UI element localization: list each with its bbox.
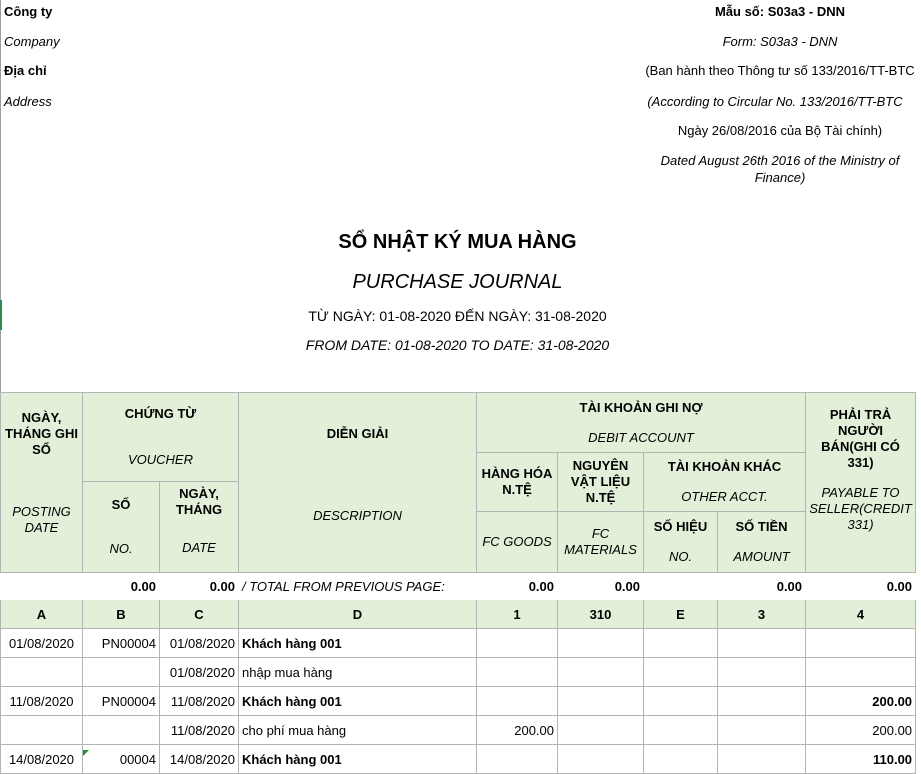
company-label-en: Company [4, 34, 60, 49]
cell-voucher-no[interactable]: 00004 [83, 745, 160, 774]
column-letter-row [1, 600, 916, 629]
cell-description[interactable]: nhập mua hàng [239, 658, 477, 687]
total-cell-no: 0.00 [83, 573, 160, 600]
col-fc-materials-vn: NGUYÊN VẬT LIỆU N.TỆ [570, 458, 631, 505]
col-voucher-date-vn: NGÀY, THÁNG [175, 486, 223, 517]
col-voucher-date-en: DATE [182, 540, 216, 555]
cell-other-amount[interactable] [718, 658, 806, 687]
col-debit-account-header [477, 393, 806, 453]
letter-cell: 4 [806, 600, 916, 629]
col-voucher-en: VOUCHER [127, 452, 193, 467]
cell-comment-indicator-icon [83, 750, 89, 756]
cell-posting-date[interactable] [1, 658, 83, 687]
cell-other-code[interactable] [644, 687, 718, 716]
cell-fc-materials[interactable] [558, 629, 644, 658]
cell-payable[interactable] [806, 658, 916, 687]
col-payable-en: PAYABLE TO SELLER(CREDIT 331) [809, 484, 912, 532]
cell-posting-date[interactable]: 01/08/2020 [1, 629, 83, 658]
cell-other-code[interactable] [644, 629, 718, 658]
col-posting-date-vn: NGÀY, THÁNG GHI SỔ [5, 409, 78, 457]
total-cell-empty [1, 573, 83, 600]
col-payable-header [806, 393, 916, 573]
date-range-vn: TỪ NGÀY: 01-08-2020 ĐẾN NGÀY: 31-08-2020 [308, 308, 607, 324]
col-fc-goods-en: FC GOODS [482, 534, 552, 549]
col-voucher-header [83, 393, 239, 482]
col-voucher-no-vn: SỐ [111, 497, 131, 512]
col-voucher-date-header [160, 482, 239, 573]
cell-voucher-date[interactable]: 11/08/2020 [160, 716, 239, 745]
table-row[interactable] [1, 745, 916, 774]
cell-other-code[interactable] [644, 745, 718, 774]
letter-cell: 310 [558, 600, 644, 629]
col-description-header [239, 393, 477, 573]
cell-fc-goods[interactable] [477, 629, 558, 658]
cell-voucher-date[interactable]: 11/08/2020 [160, 687, 239, 716]
col-fc-goods-vn: HÀNG HÓA N.TỆ [481, 466, 553, 497]
form-number-vn: Mẫu số: S03a3 - DNN [714, 4, 846, 19]
cell-fc-goods[interactable] [477, 745, 558, 774]
page-title-vn: SỔ NHẬT KÝ MUA HÀNG [338, 231, 577, 253]
col-other-account-en: OTHER ACCT. [681, 489, 768, 504]
cell-payable[interactable]: 110.00 [806, 745, 916, 774]
cell-fc-materials[interactable] [558, 745, 644, 774]
col-fc-materials-header-vn [558, 453, 644, 512]
col-other-code-vn: SỐ HIỆU [653, 519, 708, 534]
cell-other-amount[interactable] [718, 629, 806, 658]
cell-payable[interactable]: 200.00 [806, 716, 916, 745]
letter-cell: D [239, 600, 477, 629]
col-posting-date-en: POSTING DATE [12, 503, 71, 535]
col-other-account-header [644, 453, 806, 512]
cell-voucher-no[interactable] [83, 658, 160, 687]
total-cell-date: 0.00 [160, 573, 239, 600]
col-fc-materials-en: FC MATERIALS [564, 526, 637, 557]
company-label-vn: Công ty [4, 4, 53, 19]
col-other-account-vn: TÀI KHOẢN KHÁC [667, 459, 782, 474]
cell-posting-date[interactable]: 11/08/2020 [1, 687, 83, 716]
cell-voucher-date[interactable]: 01/08/2020 [160, 629, 239, 658]
cell-fc-goods[interactable] [477, 687, 558, 716]
col-other-amount-vn: SỐ TIỀN [735, 519, 788, 534]
col-fc-goods-header-vn [477, 453, 558, 512]
date-range-en: FROM DATE: 01-08-2020 TO DATE: 31-08-2020 [305, 337, 610, 353]
col-description-vn: DIỄN GIẢI [326, 425, 389, 441]
letter-cell: 1 [477, 600, 558, 629]
cell-other-amount[interactable] [718, 716, 806, 745]
col-fc-goods-header-en [477, 512, 558, 573]
letter-cell: C [160, 600, 239, 629]
issued-by-vn: (Ban hành theo Thông tư số 133/2016/TT-BTC [645, 63, 915, 78]
col-payable-vn: PHẢI TRẢ NGƯỜI BÁN(GHI CÓ 331) [821, 406, 900, 470]
cell-voucher-date[interactable]: 01/08/2020 [160, 658, 239, 687]
issued-date-vn: Ngày 26/08/2016 của Bộ Tài chính) [677, 123, 883, 138]
cell-description[interactable]: Khách hàng 001 [239, 745, 477, 774]
cell-description[interactable]: Khách hàng 001 [239, 687, 477, 716]
col-other-amount-en: AMOUNT [733, 549, 790, 564]
cell-fc-materials[interactable] [558, 687, 644, 716]
total-previous-label: / TOTAL FROM PREVIOUS PAGE: [239, 573, 477, 600]
cell-description[interactable]: cho phí mua hàng [239, 716, 477, 745]
cell-voucher-no[interactable] [83, 716, 160, 745]
cell-posting-date[interactable]: 14/08/2020 [1, 745, 83, 774]
table-row[interactable] [1, 658, 916, 687]
col-other-code-en: NO. [668, 549, 693, 564]
col-debit-account-en: DEBIT ACCOUNT [588, 429, 694, 445]
page-title-en: PURCHASE JOURNAL [352, 271, 563, 293]
col-other-amount-header [718, 512, 806, 573]
col-fc-materials-header-en [558, 512, 644, 573]
total-cell-materials: 0.00 [558, 573, 644, 600]
address-label-en: Address [4, 94, 52, 109]
col-other-code-header [644, 512, 718, 573]
cell-other-code[interactable] [644, 716, 718, 745]
letter-cell: E [644, 600, 718, 629]
col-voucher-no-header [83, 482, 160, 573]
col-debit-account-vn: TÀI KHOẢN GHI NỢ [579, 399, 703, 415]
table-row[interactable] [1, 687, 916, 716]
col-voucher-no-en: NO. [109, 541, 133, 556]
cell-voucher-no[interactable]: PN00004 [83, 687, 160, 716]
form-number-en: Form: S03a3 - DNN [722, 34, 838, 49]
col-voucher-vn: CHỨNG TỪ [124, 406, 197, 421]
issued-date-en-line2: Finance) [754, 170, 806, 185]
cell-fc-goods[interactable] [477, 658, 558, 687]
total-previous-page-row [1, 573, 916, 600]
col-posting-date-header [1, 393, 83, 573]
total-cell-payable: 0.00 [806, 573, 916, 600]
cell-fc-materials[interactable] [558, 716, 644, 745]
table-row[interactable] [1, 716, 916, 745]
cell-posting-date[interactable] [1, 716, 83, 745]
letter-cell: B [83, 600, 160, 629]
cell-voucher-no[interactable]: PN00004 [83, 629, 160, 658]
issued-by-en: (According to Circular No. 133/2016/TT-BTC [647, 94, 903, 109]
total-cell-amount: 0.00 [718, 573, 806, 600]
cell-description[interactable]: Khách hàng 001 [239, 629, 477, 658]
cell-other-amount[interactable] [718, 687, 806, 716]
col-description-en: DESCRIPTION [313, 507, 402, 523]
cell-payable[interactable]: 200.00 [806, 687, 916, 716]
cell-other-code[interactable] [644, 658, 718, 687]
letter-cell: 3 [718, 600, 806, 629]
cell-other-amount[interactable] [718, 745, 806, 774]
table-row[interactable] [1, 629, 916, 658]
total-cell-goods: 0.00 [477, 573, 558, 600]
letter-cell: A [1, 600, 83, 629]
address-label-vn: Địa chỉ [4, 63, 47, 78]
total-cell-code [644, 573, 718, 600]
purchase-journal-table [0, 392, 916, 774]
cell-fc-materials[interactable] [558, 658, 644, 687]
cell-voucher-date[interactable]: 14/08/2020 [160, 745, 239, 774]
cell-payable[interactable] [806, 629, 916, 658]
cell-fc-goods[interactable]: 200.00 [477, 716, 558, 745]
issued-date-en-line1: Dated August 26th 2016 of the Ministry of [660, 153, 900, 168]
